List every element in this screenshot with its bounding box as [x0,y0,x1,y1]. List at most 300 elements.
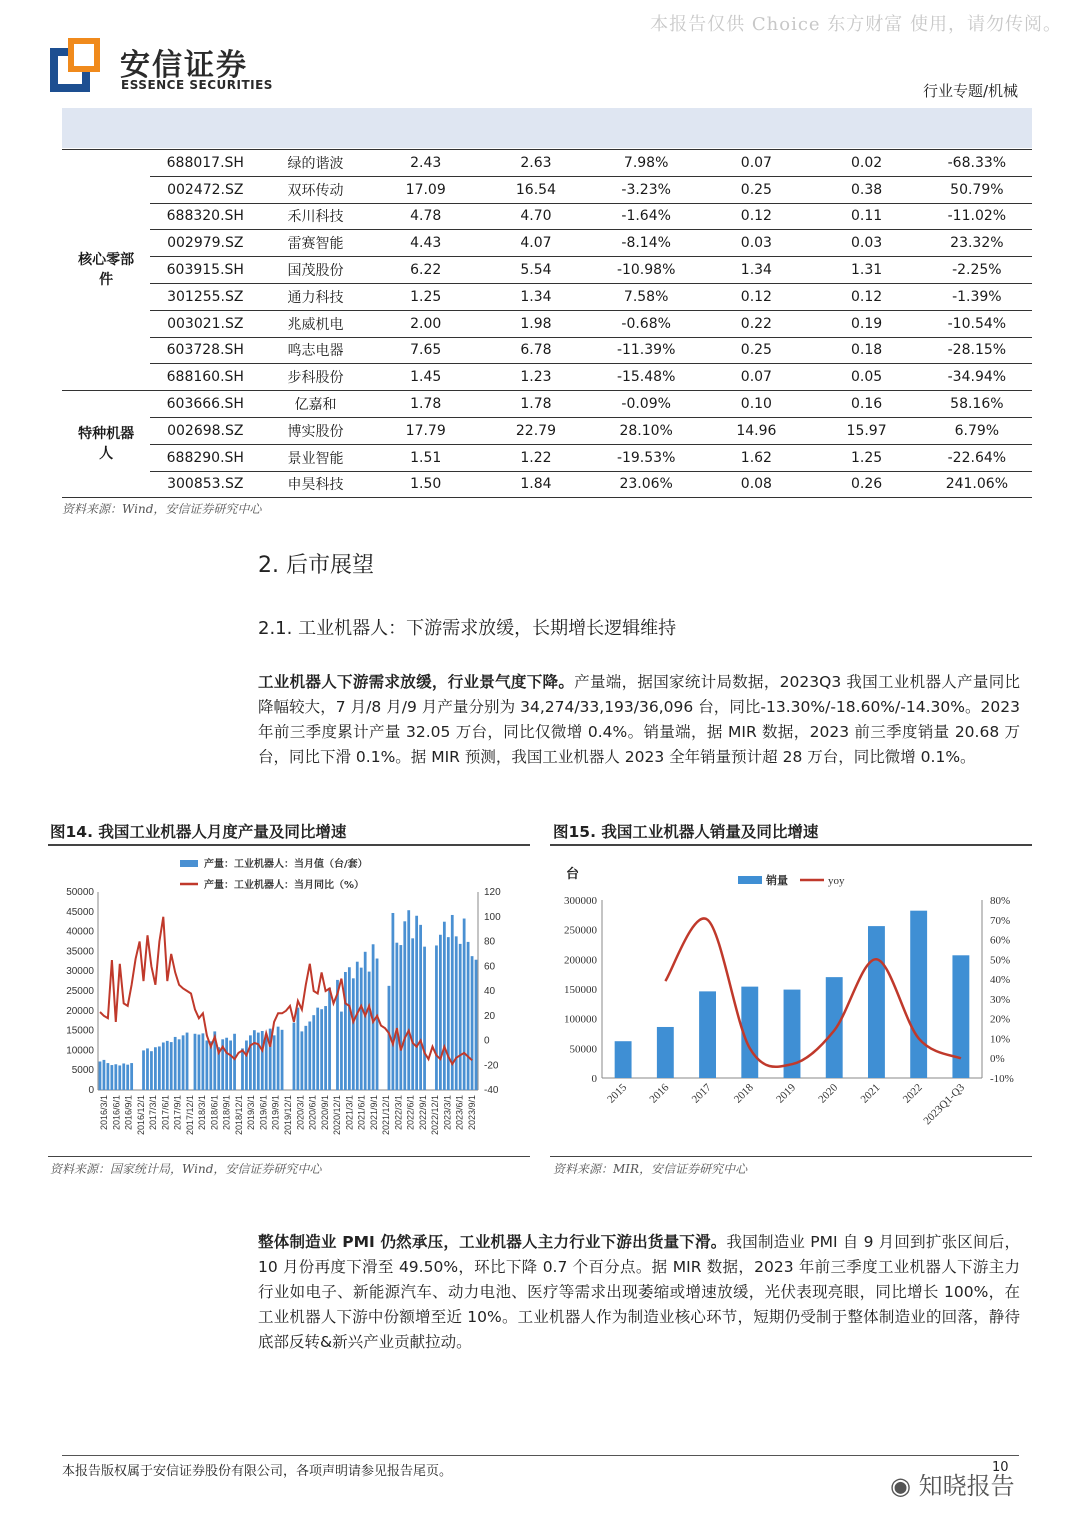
table-cell: -2.25% [922,257,1032,284]
bar [293,1023,296,1090]
x-tick: 2020 [816,1081,841,1106]
bar [178,1039,181,1090]
watermark: 本报告仅供 Choice 东方财富 使用，请勿传阅。 [650,14,1062,35]
table-row [62,283,1032,310]
table-cell: 0.22 [701,310,811,337]
y-right-tick: 70% [990,914,1011,927]
bar [392,913,395,1090]
subsection-heading: 2.1. 工业机器人：下游需求放缓，长期增长逻辑维持 [258,618,677,639]
table-cell: -11.02% [922,203,1032,230]
x-tick: 2020/9/1 [319,1095,330,1131]
bar [273,1035,276,1090]
x-tick: 2017/3/1 [148,1095,159,1131]
table-cell: 1.34 [701,257,811,284]
bar [395,943,398,1090]
table-cell: 2.00 [371,310,481,337]
y-right-tick: 0% [990,1053,1005,1066]
wechat-label: 知晓报告 [918,1472,1015,1500]
bar [304,1026,307,1090]
table-cell: -1.64% [591,203,701,230]
table-row [62,417,1032,444]
bar [360,968,363,1090]
bar [910,911,927,1078]
bar [356,962,359,1090]
table-row [62,391,1032,418]
y-right-tick: 20 [484,1010,496,1022]
y-right-tick: -10% [990,1073,1014,1085]
fig15-chart [550,850,1032,1150]
x-tick: 2020/6/1 [307,1095,318,1131]
paragraph-2 [258,1230,1020,1355]
y-left-tick: 100000 [564,1013,597,1026]
bar [114,1064,117,1090]
table-cell: 0.26 [811,471,921,498]
bar [455,936,458,1090]
logo-en: ESSENCE SECURITIES [121,78,273,92]
table-cell: 241.06% [922,471,1032,498]
x-tick: 2018 [731,1081,756,1106]
bar [471,956,474,1090]
x-tick: 2020/12/1 [332,1095,342,1136]
table-cell: 1.51 [371,444,481,471]
table-cell: 4.07 [481,230,591,257]
table-cell: 0.08 [701,471,811,498]
stock-code: 688160.SH [150,364,260,391]
legend-line-label: yoy [828,875,845,887]
table-cell: 17.79 [371,417,481,444]
table-cell: 0.12 [701,283,811,310]
bar [439,935,442,1090]
y-right-tick: 50% [990,954,1011,967]
bar [186,1033,189,1090]
wechat-watermark [890,1466,1015,1501]
bar [399,945,402,1090]
table-cell: -34.94% [922,364,1032,391]
x-tick: 2023/9/1 [466,1095,477,1131]
bar [265,1035,268,1090]
y-left-tick: 50000 [569,1043,597,1056]
x-tick: 2019 [774,1081,799,1106]
table-cell: 7.98% [591,150,701,176]
table-cell: 0.12 [701,203,811,230]
x-tick: 2022/12/1 [430,1095,441,1136]
table-cell: 58.16% [922,391,1032,418]
x-tick: 2016 [647,1081,672,1106]
group-label: 特种机器 人 [62,391,150,498]
x-tick: 2019/9/1 [270,1095,281,1131]
legend-bar-swatch [180,860,198,867]
x-tick: 2022 [900,1081,925,1106]
x-tick: 2018/6/1 [209,1095,220,1131]
bar [158,1046,161,1090]
table-row [62,257,1032,284]
x-tick: 2021/3/1 [344,1095,355,1131]
section-heading: 2. 后市展望 [258,553,374,578]
stock-name: 雷赛智能 [260,230,370,257]
footer-copyright: 本报告版权属于安信证券股份有限公司，各项声明请参见报告尾页。 [62,1464,453,1479]
stock-name: 兆威机电 [260,310,370,337]
table-cell: 0.07 [701,150,811,176]
stock-name: 亿嘉和 [260,391,370,418]
table-cell: 0.25 [701,337,811,364]
bar [281,1030,284,1090]
table-cell: 0.12 [811,283,921,310]
x-tick: 2016/12/1 [135,1095,146,1136]
y-right-tick: 80% [990,895,1011,907]
table-cell: 2.63 [481,150,591,176]
table-cell: 1.84 [481,471,591,498]
fig14-title: 图14. 我国工业机器人月度产量及同比增速 [50,823,347,841]
x-tick: 2022/3/1 [393,1095,404,1131]
stock-name: 绿的谐波 [260,150,370,176]
y-right-tick: 120 [484,887,501,898]
stock-name: 双环传动 [260,176,370,203]
table-cell: 1.34 [481,283,591,310]
legend-bar-label: 销量 [766,874,788,887]
table-cell: 0.18 [811,337,921,364]
x-tick: 2017 [689,1081,714,1106]
stock-code: 688290.SH [150,444,260,471]
legend-bar-swatch [738,876,762,884]
bar [122,1063,125,1090]
bar [403,921,406,1090]
fig14-bottom-rule [48,1156,530,1157]
table-cell: 1.98 [481,310,591,337]
table-cell: 0.02 [811,150,921,176]
bar [225,1038,228,1090]
bar [241,1048,244,1090]
y-right-tick: 0 [484,1035,490,1047]
bar [324,1006,327,1090]
y-right-tick: 10% [990,1033,1011,1046]
stock-name: 禾川科技 [260,203,370,230]
y-left-tick: 15000 [66,1025,94,1037]
table-cell: 22.79 [481,417,591,444]
table-cell: -15.48% [591,364,701,391]
table-cell: 6.78 [481,337,591,364]
table-cell: 0.19 [811,310,921,337]
logo-cn: 安信证券 [120,48,248,83]
x-tick: 2017/6/1 [160,1095,171,1131]
table-cell: -28.15% [922,337,1032,364]
stock-table [62,150,1032,498]
bar [368,972,371,1090]
table-cell: 7.65 [371,337,481,364]
bar [150,1051,153,1090]
bar [142,1050,145,1090]
y-right-tick: 40% [990,974,1011,987]
table-cell: 1.45 [371,364,481,391]
table-row [62,310,1032,337]
bar [328,988,331,1090]
y-right-tick: 20% [990,1013,1011,1026]
bar [110,1065,113,1090]
table-cell: -68.33% [922,150,1032,176]
footer-rule [62,1455,1019,1456]
bar [340,1012,343,1090]
bar [174,1037,177,1090]
x-tick: 2021 [858,1081,883,1106]
y-right-tick: 30% [990,993,1011,1006]
table-cell: 0.03 [811,230,921,257]
bar [257,1033,260,1090]
bar [443,922,446,1090]
bar [162,1042,165,1090]
table-cell: 1.62 [701,444,811,471]
bar [170,1042,173,1090]
stock-code: 688320.SH [150,203,260,230]
x-tick: 2017/12/1 [184,1095,195,1136]
table-cell: 2.43 [371,150,481,176]
y-right-tick: -20 [484,1060,499,1072]
bar [447,937,450,1090]
bar [107,1063,110,1090]
stock-code: 003021.SZ [150,310,260,337]
table-cell: -3.23% [591,176,701,203]
table-row [62,230,1032,257]
bar [423,947,426,1090]
bar [118,1065,121,1090]
bar [376,959,379,1090]
bar [308,1021,311,1090]
bar [419,925,422,1090]
stock-name: 景业智能 [260,444,370,471]
bar [352,978,355,1090]
table-source: 资料来源：Wind，安信证券研究中心 [62,502,262,516]
table-cell: -11.39% [591,337,701,364]
table-cell: 1.31 [811,257,921,284]
wechat-icon: ◉ [890,1472,911,1500]
bar [249,1035,252,1090]
bar [300,1031,303,1090]
stock-name: 通力科技 [260,283,370,310]
table-cell: 0.03 [701,230,811,257]
table-row [62,337,1032,364]
header-band [62,108,1032,148]
paragraph-1 [258,670,1020,770]
stock-name: 步科股份 [260,364,370,391]
x-tick: 2019/3/1 [246,1095,257,1131]
x-tick: 2019/12/1 [283,1095,293,1136]
x-tick: 2023/6/1 [454,1095,465,1131]
bar [245,1041,248,1091]
y-left-tick: 50000 [66,887,94,898]
stock-code: 002979.SZ [150,230,260,257]
fig15-rule [550,844,1032,846]
paragraph-2-lead: 整体制造业 PMI 仍然承压，工业机器人主力行业下游出货量下滑。 [258,1233,727,1251]
table-cell: 50.79% [922,176,1032,203]
stock-code: 603728.SH [150,337,260,364]
table-cell: -19.53% [591,444,701,471]
fig15-source: 资料来源：MIR，安信证券研究中心 [553,1162,748,1176]
x-tick: 2023/3/1 [442,1095,453,1131]
bar [99,1061,102,1090]
bar [202,1033,205,1090]
y-left-tick: 40000 [66,926,94,938]
x-tick: 2021/12/1 [381,1095,392,1136]
table-cell: -10.98% [591,257,701,284]
x-tick: 2016/9/1 [123,1095,134,1131]
bar [253,1030,256,1090]
table-cell: 0.11 [811,203,921,230]
y-left-tick: 0 [591,1073,597,1085]
table-cell: -10.54% [922,310,1032,337]
bar [699,991,716,1078]
table-cell: 1.22 [481,444,591,471]
bar [952,955,969,1078]
y-right-tick: 60 [484,961,496,973]
table-cell: 1.50 [371,471,481,498]
x-tick: 2018/9/1 [221,1095,232,1131]
y-right-tick: 80 [484,936,496,948]
bar [459,944,462,1090]
bar [194,1034,197,1090]
table-cell: 1.25 [811,444,921,471]
bar [205,1041,208,1091]
x-tick: 2018/12/1 [234,1095,244,1136]
bar [411,938,414,1090]
table-row [62,364,1032,391]
table-cell: 16.54 [481,176,591,203]
x-tick: 2021/9/1 [368,1095,379,1131]
y-left-tick: 300000 [564,895,597,907]
table-cell: 4.70 [481,203,591,230]
table-cell: 4.43 [371,230,481,257]
x-tick: 2022/6/1 [405,1095,416,1131]
table-cell: 23.06% [591,471,701,498]
bar [297,1008,300,1090]
table-cell: 0.25 [701,176,811,203]
y-right-tick: 100 [484,911,501,923]
bar [320,1009,323,1090]
bar [103,1060,106,1090]
table-cell: 0.05 [811,364,921,391]
bar [316,1008,319,1090]
table-cell: 17.09 [371,176,481,203]
bar [407,910,410,1090]
stock-code: 603915.SH [150,257,260,284]
bar [146,1048,149,1090]
fig14-source: 资料来源：国家统计局，Wind，安信证券研究中心 [50,1162,322,1176]
fig14-chart [48,850,533,1150]
stock-code: 301255.SZ [150,283,260,310]
stock-name: 博实股份 [260,417,370,444]
table-cell: 1.23 [481,364,591,391]
table-row [62,203,1032,230]
bar [198,1035,201,1090]
stock-name: 鸣志电器 [260,337,370,364]
fig14-rule [48,844,530,846]
y-left-tick: 250000 [564,924,597,937]
bar [868,926,885,1078]
legend-bar-label: 产量：工业机器人：当月值（台/套） [204,859,368,870]
bar [348,967,351,1090]
table-cell: -1.39% [922,283,1032,310]
stock-name: 申昊科技 [260,471,370,498]
bar [463,919,466,1090]
bar [435,945,438,1090]
header-category: 行业专题/机械 [922,82,1018,100]
table-cell: 1.78 [481,391,591,418]
bar [233,1034,236,1090]
bar [277,1027,280,1090]
y-left-tick: 25000 [66,986,94,997]
y-left-tick: 30000 [66,966,94,978]
y-left-tick: 200000 [564,954,597,967]
bar [229,1041,232,1091]
bar [364,952,367,1090]
y-left-tick: 20000 [66,1005,94,1017]
table-cell: 23.32% [922,230,1032,257]
paragraph-1-body: 产量端，据国家统计局数据，2023Q3 我国工业机器人产量同比降幅较大，7 月/8 月/9 月产量分别为 34,274/33,193/36,096 台，同比-13.30%/-18.60%/-14.30%。2023 年前三季度累计产量 32.05 万台，同比仅微增 0.4%。销量端，据 MIR 数据，2023 前三季度销量 20.68 万台，同比下滑 0.1%。据 MIR 预测，我国工业机器人 2023 全年销量预计超 28 万台，同比微增 0.1%。 [258,673,1020,766]
paragraph-1-lead: 工业机器人下游需求放缓，行业景气度下降。 [258,673,575,691]
table-cell: 4.78 [371,203,481,230]
paragraph-2-body: 我国制造业 PMI 自 9 月回到扩张区间后，10 月份再度下滑至 49.50%，环比下降 0.7 个百分点。据 MIR 数据，2023 年前三季度工业机器人下游主力行业如电子、新能源汽车、动力电池、医疗等需求出现萎缩或增速放缓，光伏表现亮眼，同比增长 100%，在工业机器人下游中份额增至近 10%。工业机器人作为制造业核心环节，短期仍受制于整体制造业的回落，静待底部反转&新兴产业贡献拉动。 [258,1233,1020,1351]
legend-line-label: 产量：工业机器人：当月同比（%） [204,880,365,891]
table-cell: 0.38 [811,176,921,203]
table-cell: 0.16 [811,391,921,418]
bar [826,977,843,1078]
bar [261,1031,264,1090]
stock-code: 603666.SH [150,391,260,418]
x-tick: 2016/3/1 [99,1095,110,1131]
x-tick: 2019/6/1 [258,1095,269,1131]
group-label: 核心零部 件 [62,150,150,391]
stock-code: 002698.SZ [150,417,260,444]
table-cell: 5.54 [481,257,591,284]
x-tick: 2020/3/1 [295,1095,306,1131]
bar [467,942,470,1090]
x-tick: 2021/6/1 [356,1095,367,1131]
bar [312,1015,315,1090]
unit-label: 台 [566,867,580,882]
fig15-title: 图15. 我国工业机器人销量及同比增速 [553,823,819,841]
bar [615,1041,632,1078]
fig15-bottom-rule [550,1156,1032,1157]
bar [475,960,478,1090]
table-cell: 14.96 [701,417,811,444]
stock-code: 002472.SZ [150,176,260,203]
y-left-tick: 150000 [564,984,597,996]
x-tick: 2022/9/1 [417,1095,428,1131]
y-left-tick: 5000 [71,1065,94,1077]
table-cell: 15.97 [811,417,921,444]
table-cell: 6.22 [371,257,481,284]
company-logo-icon [50,38,100,94]
table-cell: 28.10% [591,417,701,444]
bar [166,1041,169,1090]
x-tick: 2017/9/1 [172,1095,183,1131]
bar [415,916,418,1090]
table-cell: 1.25 [371,283,481,310]
stock-code: 300853.SZ [150,471,260,498]
table-cell: 0.07 [701,364,811,391]
x-tick: 2016/6/1 [111,1095,122,1131]
bar [130,1063,133,1090]
table-row [62,471,1032,498]
table-row [62,444,1032,471]
y-right-tick: 60% [990,934,1011,947]
x-tick: 2018/3/1 [197,1095,208,1131]
table-cell: -0.09% [591,391,701,418]
bar [344,972,347,1090]
bar [182,1035,185,1090]
y-right-tick: -40 [484,1085,499,1096]
x-tick: 2015 [605,1081,630,1106]
y-left-tick: 10000 [66,1045,94,1057]
table-cell: -8.14% [591,230,701,257]
bar [154,1047,157,1090]
